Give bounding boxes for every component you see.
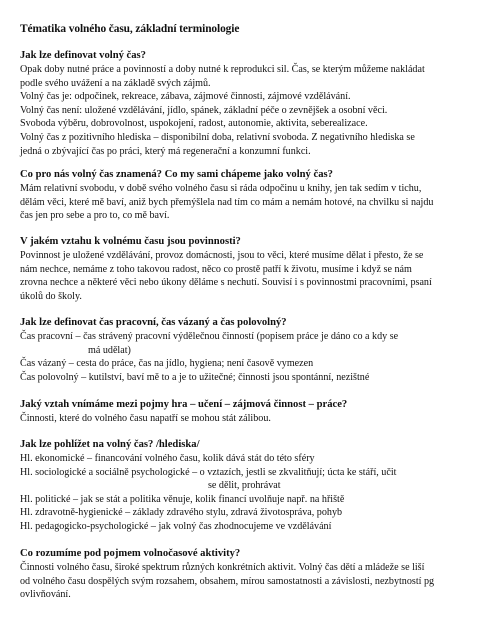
text-line: Povinnost je uložené vzdělávání, provoz domácnosti, jsou to věci, které musíme dělat i přesto, že se — [20, 250, 424, 261]
text-line: Čas vázaný – cesta do práce, čas na jídlo, hygiena; není časově vymezen — [20, 358, 314, 370]
text-line: Volný čas je: odpočinek, rekreace, zábava, zájmové činnosti, zájmové vzdělávání. — [20, 91, 351, 103]
text-line: Hl. politické – jak se stát a politika věnuje, kolik financí uvolňuje např. na hřiště — [20, 493, 345, 505]
text-line: Hl. pedagogicko-psychologické – jak volný čas zhodnocujeme ve vzdělávání — [20, 520, 332, 532]
section-duties — [20, 235, 462, 303]
text-line: má udělat) — [88, 344, 131, 356]
text-line: Hl. ekonomické – financování volného času, kolik dává stát do této sféry — [20, 453, 315, 464]
text-line: Volný čas z pozitivního hlediska – disponibilní doba, relativní svoboda. Z negativního hlediska se — [20, 131, 415, 143]
text-line: Hl. sociologické a sociálně psychologické – o vztazích, jestli se zkvalitňují; úcta ke stáří, učit — [20, 466, 397, 478]
section-question: Co pro nás volný čas znamená? Co my sami chápeme jako volný čas? — [20, 169, 333, 180]
text-line: Hl. zdravotně-hygienické – základy zdravého stylu, zdravá životospráva, pohyb — [20, 507, 343, 519]
text-line: jedná o zbývající čas po práci, který má regenerační a konzumní funkci. — [20, 145, 311, 157]
section-question: Jaký vztah vnímáme mezi pojmy hra – učení – zájmová činnost – práce? — [20, 399, 348, 410]
text-line: Mám relativní svobodu, v době svého volného času si ráda odpočinu u knihy, jen tak sedím v tichu, — [20, 183, 422, 194]
section-question: Jak lze definovat čas pracovní, čas vázaný a čas polovolný? — [20, 317, 287, 328]
text-line: nám nechce, nemáme z toho takovou radost, něco co prostě patří k životu, musíme i když se nám — [20, 263, 412, 275]
text-line: Opak doby nutné práce a povinností a doby nutné k reprodukci sil. Čas, se kterým můžeme nakládat — [20, 64, 425, 75]
text-line: Čas polovolný – kutilství, baví mě to a je to užitečné; činnosti jsou spontánní, nezištné — [20, 371, 370, 383]
section-perspectives — [20, 438, 462, 534]
section-play-learning — [20, 398, 462, 426]
text-line: dělám věci, které mě baví, aniž bych přemýšlela nad tím co mám a nemám hotové, na chvilku si najdu — [20, 196, 434, 208]
text-line: zrovna nechce a některé věci nebo úkony děláme s nechutí. Souvisí i s povinnostmi pracovními, psaní — [20, 277, 432, 289]
section-question: Co rozumíme pod pojmem volnočasové aktivity? — [20, 548, 241, 559]
section-definition — [20, 49, 462, 158]
text-line: od volného času dospělých svým rozsahem, obsahem, mírou samostatnosti a závislosti, nezbytností pg — [20, 575, 435, 587]
section-question: Jak lze pohlížet na volný čas? /hlediska/ — [20, 439, 200, 450]
text-line: Svoboda výběru, dobrovolnost, uspokojení, radost, autonomie, aktivita, seberealizace. — [20, 118, 368, 130]
text-line: Čas pracovní – čas strávený pracovní výdělečnou činností (popisem práce je dáno co a kdy se — [20, 331, 399, 342]
text-line: úkolů do školy. — [20, 290, 82, 302]
text-line: čas jen pro sebe a pro to, co mě baví. — [20, 210, 170, 222]
section-leisure-activities — [20, 547, 462, 602]
text-line: Volný čas není: uložené vzdělávání, jídlo, spánek, základní péče o zevnějšek a osobní věci. — [20, 104, 388, 116]
section-question: Jak lze definovat volný čas? — [20, 50, 146, 61]
text-line: ovlivňování. — [20, 589, 71, 601]
section-question: V jakém vztahu k volnému času jsou povinnosti? — [20, 236, 241, 247]
text-line: Činnosti volného času, široké spektrum různých konkrétních aktivit. Volný čas dětí a mládeže se liší — [20, 562, 425, 573]
text-line: Činnosti, které do volného času napatří se mohou stát zálibou. — [20, 413, 271, 424]
section-meaning — [20, 168, 462, 223]
document-title: Tématika volného času, základní terminologie — [20, 23, 240, 35]
text-line: podle svého uvážení a na základě svých zájmů. — [20, 77, 211, 89]
text-line: se dělit, prohrávat — [208, 480, 281, 492]
section-time-types — [20, 316, 462, 384]
